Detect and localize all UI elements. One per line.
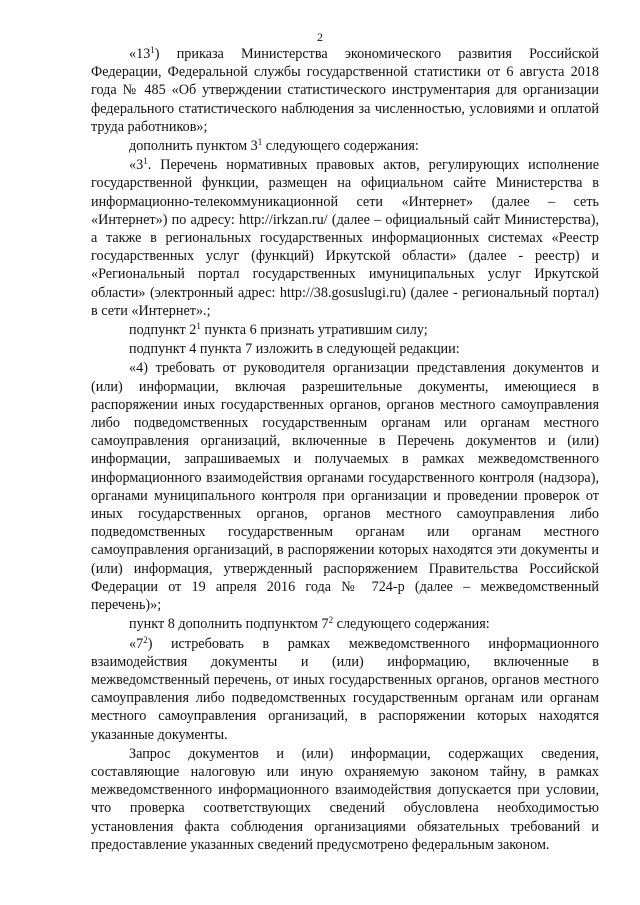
paragraph-subpoint-4-intro: подпункт 4 пункта 7 изложить в следующей редакции: (129, 341, 460, 358)
paragraph-add-point-3-1: дополнить пунктом $3^1$ следующего содержания: (129, 137, 419, 155)
page-number: 2 (317, 30, 323, 44)
paragraph-order-13-1: «$13^1$) приказа Министерства экономического развития Российской Федерации, Федеральной службы государственной статистики от 6 августа 2018 года № 485 «Об утверждении статистического инструментария для организации федерального статистического наблюдения за численностью, условиями и оплатой труда работников»; (91, 45, 599, 135)
paragraph-point-3-1-text: «$3^1$. Перечень нормативных правовых актов, регулирующих исполнение государственной функции, размещен на официальном сайте Министерства в информационно-телекоммуникационной сети «Интернет» (далее – сеть «Интернет») по адресу: http://irkzan.ru/ (далее – официальный сайт Министерства), а также в региональных государственных информационных системах «Реестр государственных услуг (функций) Иркутской области» (далее - реестр) и «Региональный портал государственных имуниципальных услуг Иркутской области» (электронный адрес: http://38.gosuslugi.ru) (далее - региональный портал) в сети «Интернет».; (91, 156, 599, 319)
paragraph-subpoint-2-1-repeal: подпункт $2^1$ пункта 6 признать утратившим силу; (129, 321, 428, 339)
document-body (91, 45, 599, 854)
paragraph-request-documents: Запрос документов и (или) информации, содержащих сведения, составляющие налоговую или иную охраняемую законом тайну, в рамках межведомственного информационного взаимодействия допускается при условии, что проверка соответствующих сведений обусловлена необходимостью установления факта соблюдения организациями обязательных требований и предоставление указанных сведений предусмотрено федеральным законом. (91, 745, 599, 853)
paragraph-add-subpoint-7-2: пункт 8 дополнить подпунктом $7^2$ следующего содержания: (129, 615, 490, 633)
paragraph-subpoint-4-text: «4) требовать от руководителя организации представления документов и (или) информации, включая разрешительные документы, имеющиеся в распоряжении иных государственных органов, органов местного самоуправления либо подведомственных государственным органам или органам местного самоуправления организаций, включенные в Перечень документов и (или) информации, запрашиваемых и получаемых в рамках межведомственного информационного взаимодействия органами государственного контроля (надзора), органами муниципального контроля при организации и проведении проверок от иных государственных органов, органов местного самоуправления либо подведомственных государственным органам или органам местного самоуправления организаций, в распоряжении которых находятся эти документы и (или) информация, утвержденный распоряжением Правительства Российской Федерации от 19 апреля 2016 года № 724-р (далее – межведомственный перечень)»; (91, 360, 599, 614)
paragraph-subpoint-7-2-text: «$7^2$) истребовать в рамках межведомственного информационного взаимодействия документы и (или) информацию, включенные в межведомственный перечень, от иных государственных органов, органов местного самоуправления либо подведомственных государственным органам или органам местного самоуправления организаций, в распоряжении которых находятся указанные документы. (91, 634, 599, 743)
